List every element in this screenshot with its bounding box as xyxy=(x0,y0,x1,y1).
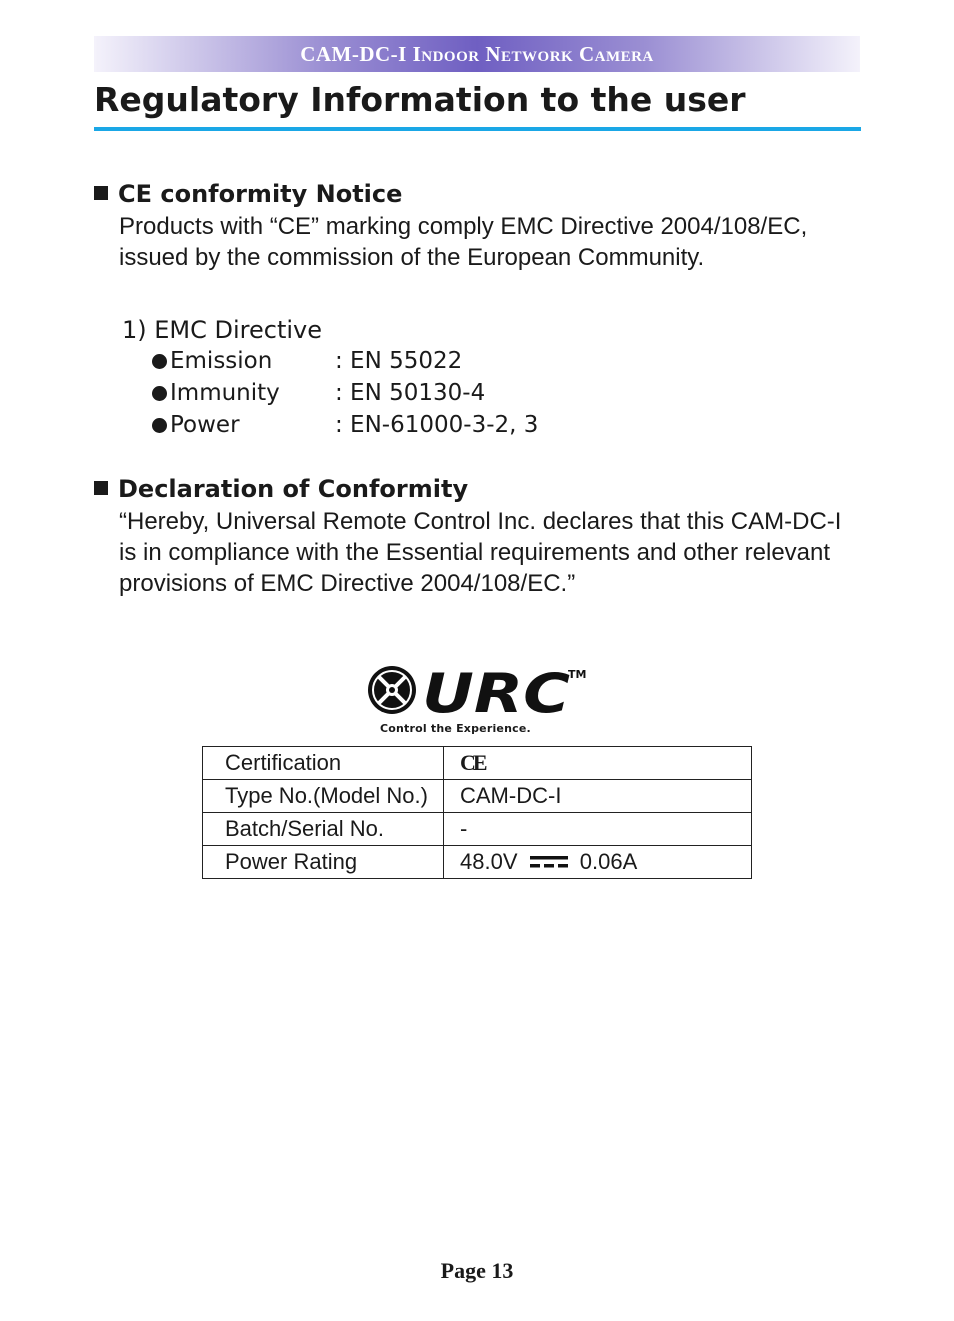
power-rating-value xyxy=(444,846,752,879)
certification-table xyxy=(202,746,752,879)
ce-section-heading xyxy=(94,180,402,208)
square-bullet-icon xyxy=(94,186,108,200)
doc-heading-text: Declaration of Conformity xyxy=(118,475,469,503)
header-title: CAM-DC-I Indoor Network Camera xyxy=(300,41,654,66)
current-value: 0.06A xyxy=(579,849,638,874)
urc-logo-wordmark: URC xyxy=(422,662,571,725)
cert-label: Certification xyxy=(203,747,444,780)
square-bullet-icon xyxy=(94,481,108,495)
serial-value: - xyxy=(444,813,752,846)
emc-item-emission xyxy=(152,348,462,374)
model-label: Type No.(Model No.) xyxy=(203,780,444,813)
ce-section-body: Products with “CE” marking comply EMC Directive 2004/108/EC, issued by the commission of the European Community. xyxy=(119,213,808,271)
table-row xyxy=(203,846,752,879)
emc-item-value: : EN 55022 xyxy=(335,348,463,374)
emc-item-value: : EN-61000-3-2, 3 xyxy=(335,412,539,438)
urc-globe-icon xyxy=(368,666,416,714)
emc-item-power xyxy=(152,412,538,438)
page-title: Regulatory Information to the user xyxy=(94,80,746,119)
page-number: Page 13 xyxy=(440,1258,514,1283)
doc-section-body: “Hereby, Universal Remote Control Inc. declares that this CAM-DC-I is in compliance with the Essential requirements and other relevant provisions of EMC Directive 2004/108/EC.” xyxy=(119,508,842,597)
title-divider xyxy=(94,127,861,131)
emc-directive-title: 1) EMC Directive xyxy=(122,316,323,344)
dc-current-icon xyxy=(530,852,568,874)
power-rating-label: Power Rating xyxy=(203,846,444,879)
serial-label: Batch/Serial No. xyxy=(203,813,444,846)
bullet-dot-icon xyxy=(152,386,167,401)
emc-item-label: Immunity xyxy=(170,380,280,406)
urc-tagline: Control the Experience. xyxy=(380,722,531,735)
cert-value-cell xyxy=(444,747,752,780)
ce-heading-text: CE conformity Notice xyxy=(118,180,403,208)
emc-item-label: Power xyxy=(170,412,240,438)
table-row xyxy=(203,780,752,813)
trademark-mark: TM xyxy=(568,668,587,681)
model-value: CAM-DC-I xyxy=(444,780,752,813)
bullet-dot-icon xyxy=(152,418,167,433)
table-row xyxy=(203,813,752,846)
emc-item-immunity xyxy=(152,380,485,406)
header-band xyxy=(94,36,860,72)
emc-item-value: : EN 50130-4 xyxy=(335,380,486,406)
table-row xyxy=(203,747,752,780)
ce-mark-icon: CE xyxy=(460,750,485,775)
voltage-value: 48.0V xyxy=(460,849,518,874)
emc-item-label: Emission xyxy=(170,348,273,374)
bullet-dot-icon xyxy=(152,354,167,369)
doc-section-heading xyxy=(94,475,468,503)
